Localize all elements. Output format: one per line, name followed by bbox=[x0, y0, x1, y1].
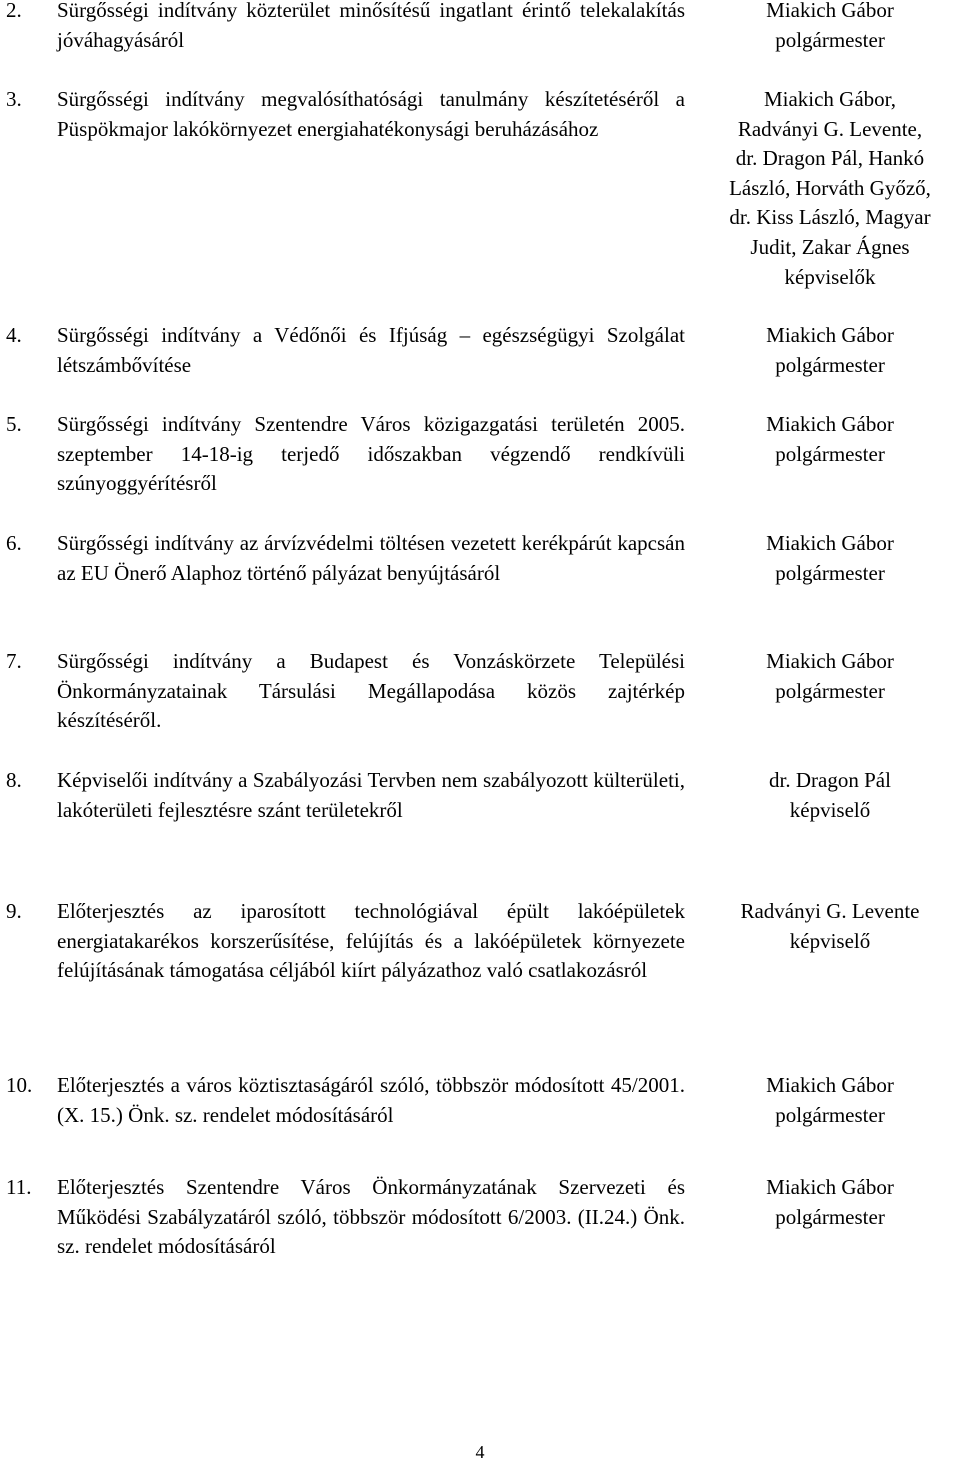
presenter-line: Miakich Gábor bbox=[766, 649, 894, 673]
presenter-line: Miakich Gábor bbox=[766, 0, 894, 22]
item-number: 5. bbox=[6, 412, 22, 436]
presenter-line: Miakich Gábor bbox=[766, 412, 894, 436]
presenter-line: Miakich Gábor bbox=[766, 1073, 894, 1097]
item-title: Sürgősségi indítvány megvalósíthatósági tanulmány készítetéséről a Püspökmajor lakókörnyezet energiahatékonysági beruházásához bbox=[57, 87, 685, 141]
item-presenter bbox=[700, 529, 960, 588]
item-number: 3. bbox=[6, 87, 22, 111]
presenter-line: képviselő bbox=[789, 797, 871, 822]
presenter-line: Miakich Gábor bbox=[766, 531, 894, 555]
item-number: 4. bbox=[6, 323, 22, 347]
item-title: Sürgősségi indítvány Szentendre Város közigazgatási területén 2005. szeptember 14-18-ig terjedő időszakban végzendő rendkívüli szúnyoggyérítésről bbox=[57, 412, 685, 496]
presenter-line: László, Horváth Győző, bbox=[729, 175, 931, 200]
item-title: Képviselői indítvány a Szabályozási Tervben nem szabályozott külterületi, lakóterületi fejlesztésre szánt területekről bbox=[57, 768, 685, 822]
item-title: Sürgősségi indítvány a Budapest és Vonzáskörzete Települési Önkormányzatainak Társulási Megállapodása közös zajtérkép készítéséről. bbox=[57, 649, 685, 733]
page-number: 4 bbox=[475, 1442, 485, 1462]
presenter-line: dr. Dragon Pál, Hankó bbox=[735, 146, 925, 171]
item-presenter bbox=[700, 0, 960, 55]
presenter-line: képviselő bbox=[789, 928, 871, 953]
item-number: 11. bbox=[6, 1175, 32, 1199]
presenter-line: Radványi G. Levente, bbox=[737, 116, 923, 141]
item-title: Előterjesztés a város köztisztaságáról szóló, többször módosított 45/2001. (X. 15.) Önk. sz. rendelet módosításáról bbox=[57, 1073, 685, 1127]
item-title: Sürgősségi indítvány az árvízvédelmi töltésen vezetett kerékpárút kapcsán az EU Önerő Alaphoz történő pályázat benyújtásáról bbox=[57, 531, 685, 585]
presenter-line: polgármester bbox=[775, 27, 885, 52]
presenter-line: polgármester bbox=[775, 560, 885, 585]
item-presenter bbox=[700, 647, 960, 706]
item-number: 8. bbox=[6, 768, 22, 792]
item-number: 10. bbox=[6, 1073, 33, 1097]
presenter-line: Judit, Zakar Ágnes bbox=[750, 234, 910, 259]
item-number: 7. bbox=[6, 649, 22, 673]
item-title: Előterjesztés az iparosított technológiával épült lakóépületek energiatakarékos korszerűsítése, felújítás és a lakóépületek környezete felújításának támogatása céljából kiírt pályázathoz való csatlakozásról bbox=[57, 899, 685, 983]
item-presenter bbox=[700, 1173, 960, 1232]
item-presenter bbox=[700, 85, 960, 292]
presenter-line: polgármester bbox=[775, 1102, 885, 1127]
presenter-line: polgármester bbox=[775, 678, 885, 703]
item-number: 2. bbox=[6, 0, 22, 22]
item-number: 9. bbox=[6, 899, 22, 923]
item-presenter bbox=[700, 897, 960, 956]
item-presenter bbox=[700, 410, 960, 469]
presenter-line: polgármester bbox=[775, 352, 885, 377]
item-title: Előterjesztés Szentendre Város Önkormányzatának Szervezeti és Működési Szabályzatáról szóló, többször módosított 6/2003. (II.24.) Önk. sz. rendelet módosításáról bbox=[57, 1175, 685, 1259]
item-number: 6. bbox=[6, 531, 22, 555]
item-title: Sürgősségi indítvány közterület minősítésű ingatlant érintő telekalakítás jóváhagyásáról bbox=[57, 0, 685, 52]
presenter-line: polgármester bbox=[775, 1204, 885, 1229]
presenter-line: Miakich Gábor, bbox=[763, 87, 897, 111]
presenter-line: dr. Dragon Pál bbox=[769, 768, 891, 792]
presenter-line: dr. Kiss László, Magyar bbox=[729, 205, 931, 230]
item-presenter bbox=[700, 321, 960, 380]
presenter-line: Miakich Gábor bbox=[766, 323, 894, 347]
item-presenter bbox=[700, 1071, 960, 1130]
item-title: Sürgősségi indítvány a Védőnői és Ifjúság – egészségügyi Szolgálat létszámbővítése bbox=[57, 323, 685, 377]
presenter-line: polgármester bbox=[775, 441, 885, 466]
item-presenter bbox=[700, 766, 960, 825]
presenter-line: Radványi G. Levente bbox=[740, 899, 920, 923]
presenter-line: Miakich Gábor bbox=[766, 1175, 894, 1199]
presenter-line: képviselők bbox=[784, 264, 876, 289]
